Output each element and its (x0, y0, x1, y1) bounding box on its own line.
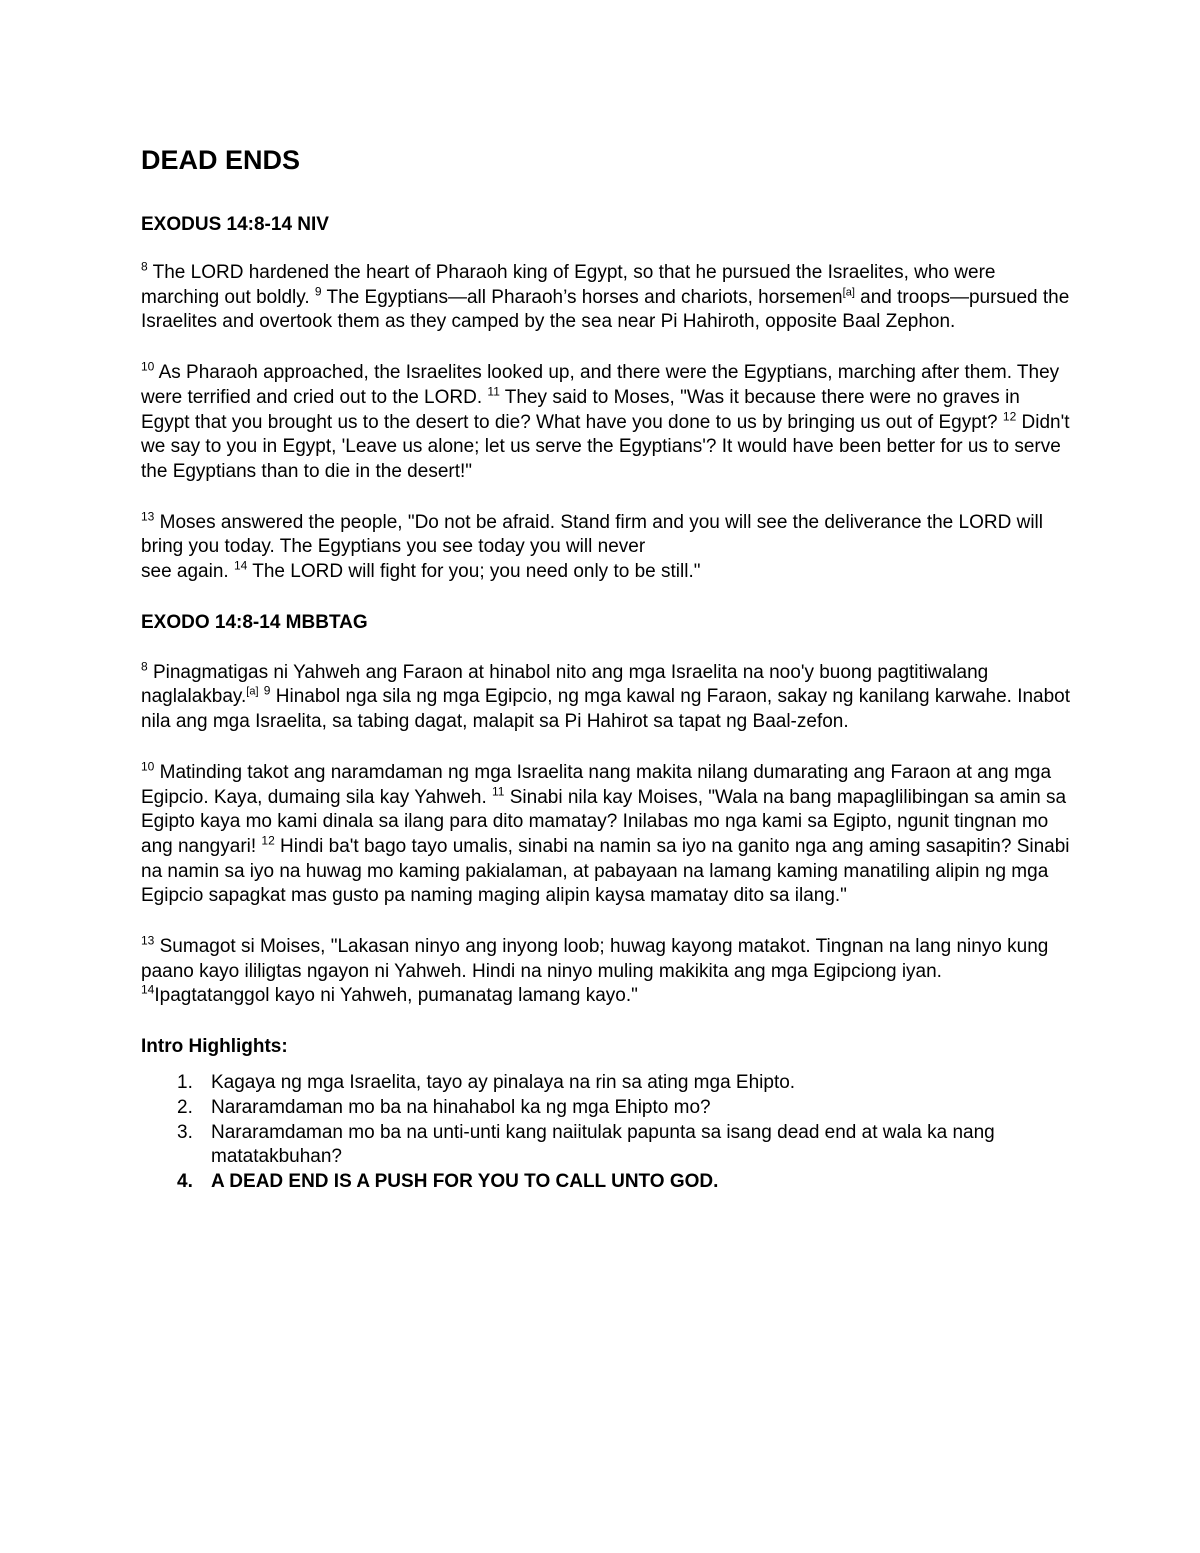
verse-number: 14 (233, 558, 248, 573)
list-item: 2. Nararamdaman mo ba na hinahabol ka ng mga Ehipto mo? (177, 1096, 711, 1118)
verse-number: 11 (487, 384, 500, 399)
list-item: 3. Nararamdaman mo ba na unti-unti kang naiitulak papunta sa isang dead end at wala ka nang matatakbuhan? (177, 1121, 995, 1168)
verse-number: 10 (141, 759, 155, 774)
list-item: 1. Kagaya ng mga Israelita, tayo ay pinalaya na rin sa ating mga Ehipto. (177, 1072, 796, 1094)
mbbtag-paragraph-3: $^{13}$ Sumagot si Moises, "Lakasan ninyo ang inyong loob; huwag kayong matakot. Tingnan na lang ninyo kung paano kayo ililigtas ngayon ni Yahweh. Hindi na ninyo muling makikita ang mga Egipciong iyan. $^{14}$Ipagtatanggol kayo ni Yahweh, pumanatag lamang kayo." (141, 933, 1049, 1007)
verse-number: 8 (141, 659, 148, 674)
verse-number: 13 (141, 933, 155, 948)
intro-highlights-list (141, 1071, 1071, 1195)
footnote-link[interactable]: [a] (842, 286, 855, 299)
verse-number: 11 (492, 784, 505, 799)
verse-number: 8 (141, 259, 148, 274)
niv-paragraph-1: $^8$ The LORD hardened the heart of Pharaoh king of Egypt, so that he pursued the Israelites, who were marching out boldly. $^9$ The Egyptians—all Pharaoh’s horses and chariots, horsemen[a] and troops—pursued the Israelites and overtook them as they camped by the sea near Pi Hahiroth, opposite Baal Zephon. (141, 259, 1070, 333)
mbbtag-paragraph-2: $^{10}$ Matinding takot ang naramdaman ng mga Israelita nang makita nilang dumarating ang Faraon at ang mga Egipcio. Kaya, dumaing sila kay Yahweh. $^{11}$ Sinabi nila kay Moises, "Wala na bang mapaglilibingan sa amin sa Egipto kaya mo kami dinala sa ilang para dito mamatay? Inilabas mo nga kami sa Egipto, ngunit tingnan mo ang nangyari! $^{12}$ Hindi ba't bago tayo umalis, sinabi na namin sa iyo na ganito nga ang aming sasapitin? Sinabi na namin sa iyo na huwag mo kaming pakialaman, at pabayaan na lamang kaming manatiling alipin ng mga Egipcio sapagkat mas gusto pa naming maging alipin kaysa mamatay dito sa ilang." (141, 759, 1070, 907)
verse-number: 10 (141, 359, 155, 374)
verse-number: 9 (263, 684, 271, 699)
footnote-link[interactable]: [a] (246, 686, 259, 699)
mbbtag-paragraph-1: $^8$ Pinagmatigas ni Yahweh ang Faraon at hinabol nito ang mga Israelita na noo'y buong pagtitiwalang naglalakbay.[a] $^9$ Hinabol nga sila ng mga Egipcio, ng mga kawal ng Faraon, sakay ng kanilang karwahe. Inabot nila ang mga Israelita, sa tabing dagat, malapit sa Pi Hahirot sa tapat ng Baal-zefon. (141, 659, 1071, 733)
niv-heading: EXODUS 14:8-14 NIV (141, 214, 329, 235)
list-item: 4. A DEAD END IS A PUSH FOR YOU TO CALL UNTO GOD. (177, 1170, 719, 1192)
verse-number: 9 (314, 284, 322, 299)
intro-heading: Intro Highlights: (141, 1036, 288, 1058)
document-page (141, 140, 1071, 1195)
niv-paragraph-3: $^{13}$ Moses answered the people, "Do not be afraid. Stand firm and you will see the deliverance the LORD will bring you today. The Egyptians you see today you will never see again. $^{14}$ The LORD will fight for you; you need only to be still." (141, 509, 1043, 583)
verse-number: 14 (141, 983, 155, 998)
niv-paragraph-2: $^{10}$ As Pharaoh approached, the Israelites looked up, and there were the Egyptians, marching after them. They were terrified and cried out to the LORD. $^{11}$ They said to Moses, "Was it because there were no graves in Egypt that you brought us to the desert to die? What have you done to us by bringing us out of Egypt? $^{12}$ Didn't we say to you in Egypt, 'Leave us alone; let us serve the Egyptians'? It would have been better for us to serve the Egyptians than to die in the desert!" (141, 359, 1070, 482)
document-title: DEAD ENDS (141, 145, 301, 175)
verse-number: 13 (141, 509, 155, 524)
verse-number: 12 (261, 833, 275, 848)
mbbtag-heading: EXODO 14:8-14 MBBTAG (141, 611, 368, 633)
verse-number: 12 (1002, 409, 1017, 424)
